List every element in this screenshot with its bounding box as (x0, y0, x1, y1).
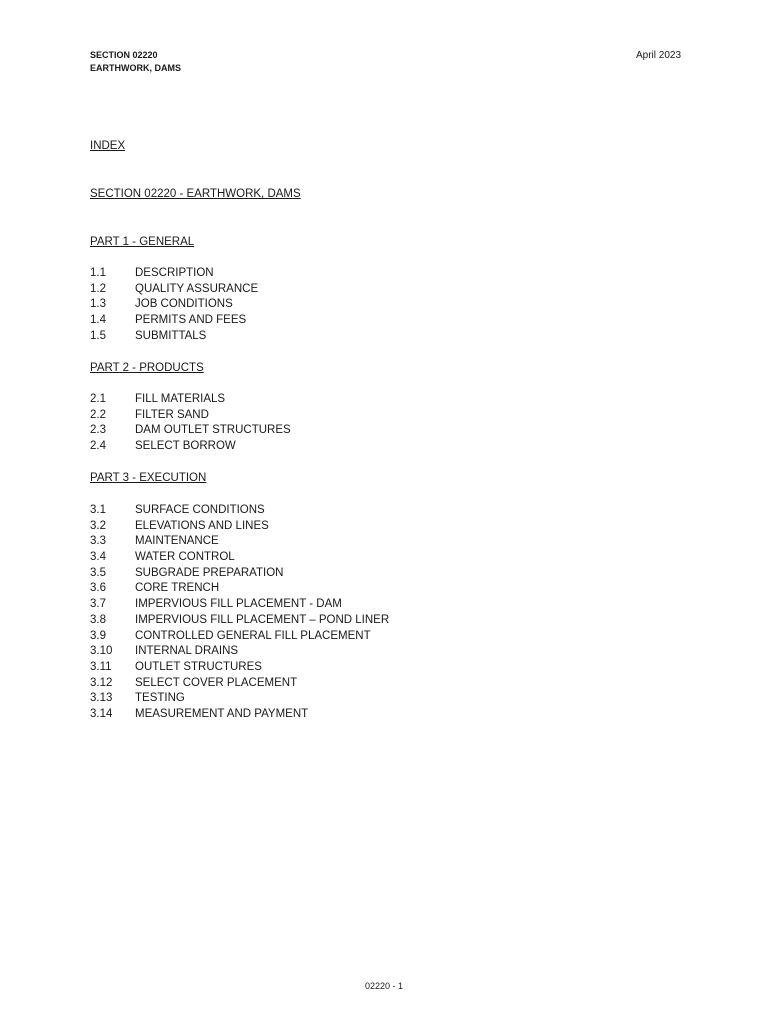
section-code: SECTION 02220 (90, 50, 158, 60)
item-number: 1.3 (90, 298, 106, 311)
list-item (90, 313, 258, 329)
part-2-title: PART 2 - PRODUCTS (90, 362, 204, 374)
item-number: 1.4 (90, 314, 106, 327)
list-item (90, 519, 389, 535)
item-label: WATER CONTROL (135, 551, 235, 564)
item-number: 3.9 (90, 629, 106, 642)
item-number: 2.3 (90, 424, 106, 437)
section-subtitle: EARTHWORK, DAMS (90, 63, 181, 73)
list-item (90, 392, 291, 408)
item-number: 3.5 (90, 566, 106, 579)
item-number: 3.14 (90, 707, 113, 720)
item-label: CONTROLLED GENERAL FILL PLACEMENT (135, 629, 371, 642)
list-item (90, 266, 258, 282)
item-number: 1.2 (90, 282, 106, 295)
item-label: FILL MATERIALS (135, 393, 226, 405)
item-number: 3.13 (90, 692, 113, 705)
list-item (90, 534, 389, 550)
header-date: April 2023 (636, 50, 682, 61)
section-title: SECTION 02220 - EARTHWORK, DAMS (90, 188, 301, 200)
part-1-list (90, 266, 258, 344)
item-number: 3.4 (90, 551, 106, 564)
list-item (90, 282, 258, 298)
item-label: IMPERVIOUS FILL PLACEMENT - DAM (135, 598, 342, 611)
list-item (90, 550, 389, 566)
list-item (90, 691, 389, 707)
item-number: 2.2 (90, 408, 106, 421)
item-number: 3.2 (90, 519, 106, 532)
item-label: FILTER SAND (135, 408, 209, 421)
item-label: JOB CONDITIONS (135, 298, 233, 311)
part-3-title: PART 3 - EXECUTION (90, 472, 207, 484)
list-item (90, 707, 389, 723)
list-item (90, 408, 291, 424)
item-number: 1.5 (90, 329, 106, 342)
part-3-list (90, 503, 389, 723)
item-number: 3.12 (90, 676, 113, 689)
item-label: MAINTENANCE (135, 535, 219, 548)
item-number: 2.4 (90, 440, 106, 453)
list-item (90, 439, 291, 455)
item-number: 3.3 (90, 535, 106, 548)
item-label: SUBMITTALS (135, 329, 207, 342)
item-label: ELEVATIONS AND LINES (135, 519, 269, 532)
item-label: CORE TRENCH (135, 582, 220, 595)
item-label: MEASUREMENT AND PAYMENT (135, 707, 309, 720)
item-label: SELECT BORROW (135, 440, 236, 453)
item-number: 2.1 (90, 393, 106, 405)
list-item (90, 597, 389, 613)
item-number: 3.7 (90, 598, 106, 611)
item-number: 3.8 (90, 613, 106, 626)
item-label: SURFACE CONDITIONS (135, 504, 265, 516)
list-item (90, 660, 389, 676)
item-label: DESCRIPTION (135, 267, 214, 279)
list-item (90, 329, 258, 345)
item-label: SELECT COVER PLACEMENT (135, 676, 298, 689)
item-label: DAM OUTLET STRUCTURES (135, 424, 291, 437)
list-item (90, 423, 291, 439)
item-label: TESTING (135, 692, 185, 705)
list-item (90, 566, 389, 582)
item-label: QUALITY ASSURANCE (135, 282, 259, 295)
item-number: 3.10 (90, 645, 113, 658)
list-item (90, 297, 258, 313)
item-label: PERMITS AND FEES (135, 314, 247, 327)
list-item (90, 613, 389, 629)
part-1-title: PART 1 - GENERAL (90, 236, 195, 248)
item-number: 3.11 (90, 660, 112, 673)
item-number: 3.1 (90, 504, 106, 516)
part-2-list (90, 392, 291, 455)
item-label: OUTLET STRUCTURES (135, 660, 262, 673)
list-item (90, 629, 389, 645)
list-item (90, 644, 389, 660)
item-number: 3.6 (90, 582, 106, 595)
item-label: IMPERVIOUS FILL PLACEMENT – POND LINER (135, 613, 390, 626)
page-number: 02220 - 1 (364, 981, 404, 991)
item-label: SUBGRADE PREPARATION (135, 566, 284, 579)
list-item (90, 503, 389, 519)
item-label: INTERNAL DRAINS (135, 645, 239, 658)
item-number: 1.1 (90, 267, 106, 279)
list-item (90, 676, 389, 692)
page-header-left (90, 49, 181, 75)
list-item (90, 581, 389, 597)
index-title: INDEX (90, 140, 126, 152)
